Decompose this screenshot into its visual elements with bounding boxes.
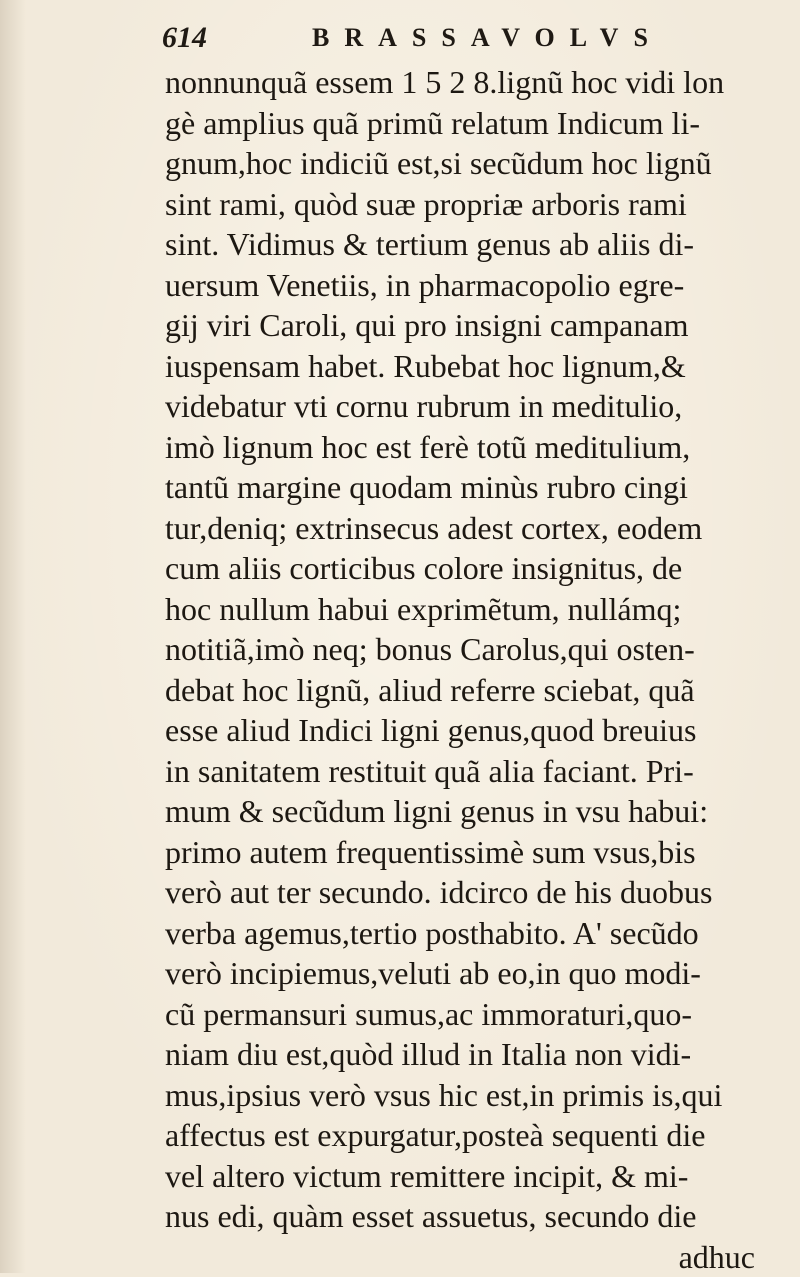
text-line: debat hoc lignũ, aliud referre sciebat, quã	[165, 670, 795, 711]
text-line: tantũ margine quodam minùs rubro cingi	[165, 467, 795, 508]
text-line: verba agemus,tertio posthabito. A' secũdo	[165, 913, 795, 954]
text-line: nus edi, quàm esset assuetus, secundo die	[165, 1196, 795, 1237]
text-line: sint rami, quòd suæ propriæ arboris rami	[165, 184, 795, 225]
text-line: notitiã,imò neq; bonus Carolus,qui osten-	[165, 629, 795, 670]
text-line: verò aut ter secundo. idcirco de his duobus	[165, 872, 795, 913]
page-number: 614	[162, 18, 207, 58]
page-header	[162, 18, 642, 58]
text-line: esse aliud Indici ligni genus,quod breuius	[165, 710, 795, 751]
text-line: iuspensam habet. Rubebat hoc lignum,&	[165, 346, 795, 387]
text-line: sint. Vidimus & tertium genus ab aliis di-	[165, 224, 795, 265]
spine-shadow	[0, 0, 26, 1273]
text-line: videbatur vti cornu rubrum in meditulio,	[165, 386, 795, 427]
text-line: mus,ipsius verò vsus hic est,in primis is,qui	[165, 1075, 795, 1116]
text-line: affectus est expurgatur,posteà sequenti die	[165, 1115, 795, 1156]
text-block	[165, 62, 795, 1277]
text-line: in sanitatem restituit quã alia faciant. Pri-	[165, 751, 795, 792]
catchword: adhuc	[165, 1237, 795, 1277]
text-line: verò incipiemus,veluti ab eo,in quo modi-	[165, 953, 795, 994]
text-line: gnum,hoc indiciũ est,si secũdum hoc lignũ	[165, 143, 795, 184]
text-line: cũ permansuri sumus,ac immoraturi,quo-	[165, 994, 795, 1035]
text-line: tur,deniq; extrinsecus adest cortex, eodem	[165, 508, 795, 549]
text-line: hoc nullum habui exprimẽtum, nullámq;	[165, 589, 795, 630]
text-line: gè amplius quã primũ relatum Indicum li-	[165, 103, 795, 144]
text-line: mum & secũdum ligni genus in vsu habui:	[165, 791, 795, 832]
text-line: niam diu est,quòd illud in Italia non vidi-	[165, 1034, 795, 1075]
text-line: vel altero victum remittere incipit, & mi-	[165, 1156, 795, 1197]
text-line: imò lignum hoc est ferè totũ meditulium,	[165, 427, 795, 468]
text-line: primo autem frequentissimè sum vsus,bis	[165, 832, 795, 873]
text-line: nonnunquã essem 1 5 2 8.lignũ hoc vidi lon	[165, 62, 795, 103]
text-line: cum aliis corticibus colore insignitus, de	[165, 548, 795, 589]
text-line: uersum Venetiis, in pharmacopolio egre-	[165, 265, 795, 306]
text-line: gij viri Caroli, qui pro insigni campanam	[165, 305, 795, 346]
running-head: BRASSAVOLVS	[312, 18, 663, 58]
